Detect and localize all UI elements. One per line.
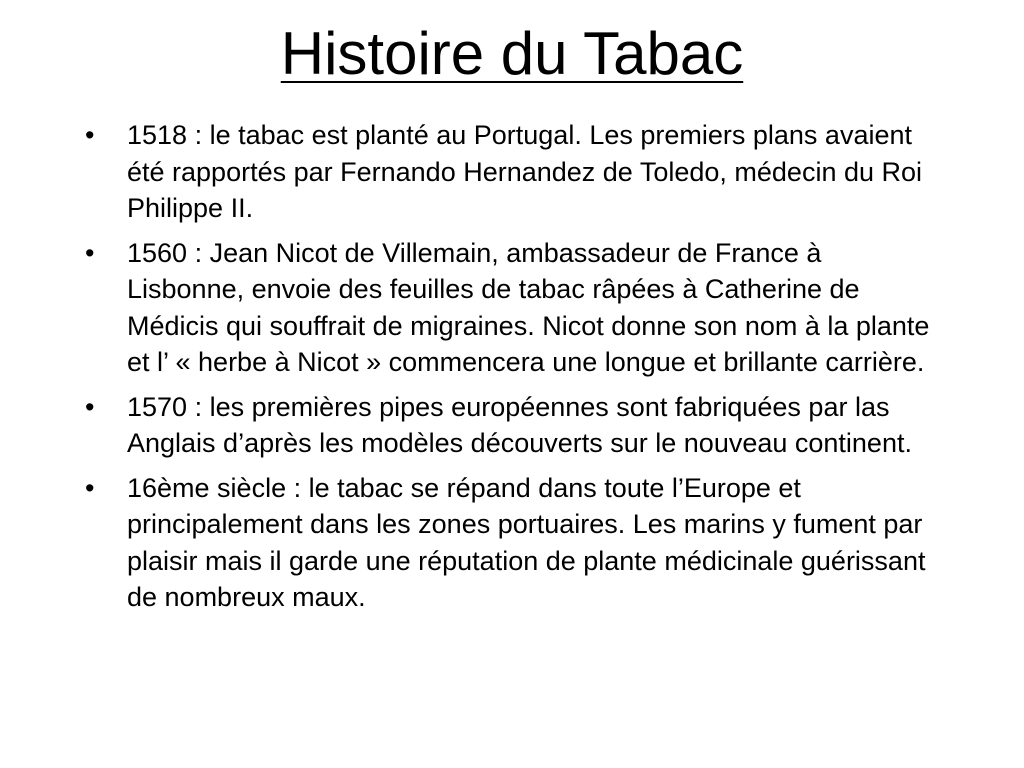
slide-title	[0, 14, 1024, 94]
bullet-item-1570	[82, 389, 942, 462]
bullet-icon: •	[85, 391, 95, 422]
bullet-item-16eme-siecle	[82, 470, 942, 616]
bullet-text: 1570 : les premières pipes européennes sont fabriquées par las Anglais d’après les modèles découverts sur le nouveau continent.	[127, 391, 912, 458]
bullet-list	[82, 117, 942, 624]
bullet-icon: •	[85, 472, 95, 503]
bullet-text: 16ème siècle : le tabac se répand dans toute l’Europe et principalement dans les zones portuaires. Les marins y fument par plaisir mais il garde une réputation de plante médicinale guérissant de nombreux maux.	[127, 472, 926, 612]
bullet-item-1560	[82, 235, 942, 381]
bullet-text: 1518 : le tabac est planté au Portugal. Les premiers plans avaient été rapportés par Fernando Hernandez de Toledo, médecin du Roi Philippe II.	[127, 120, 923, 223]
slide-title-text: Histoire du Tabac	[280, 20, 744, 87]
bullet-icon: •	[85, 120, 95, 150]
bullet-text: 1560 : Jean Nicot de Villemain, ambassadeur de France à Lisbonne, envoie des feuilles de tabac râpées à Catherine de Médicis qui souffrait de migraines. Nicot donne son nom à la plante et l’ « herbe à Nicot » commencera une longue et brillante carrière.	[127, 237, 930, 377]
bullet-icon: •	[85, 237, 95, 268]
bullet-item-1518	[82, 117, 942, 227]
